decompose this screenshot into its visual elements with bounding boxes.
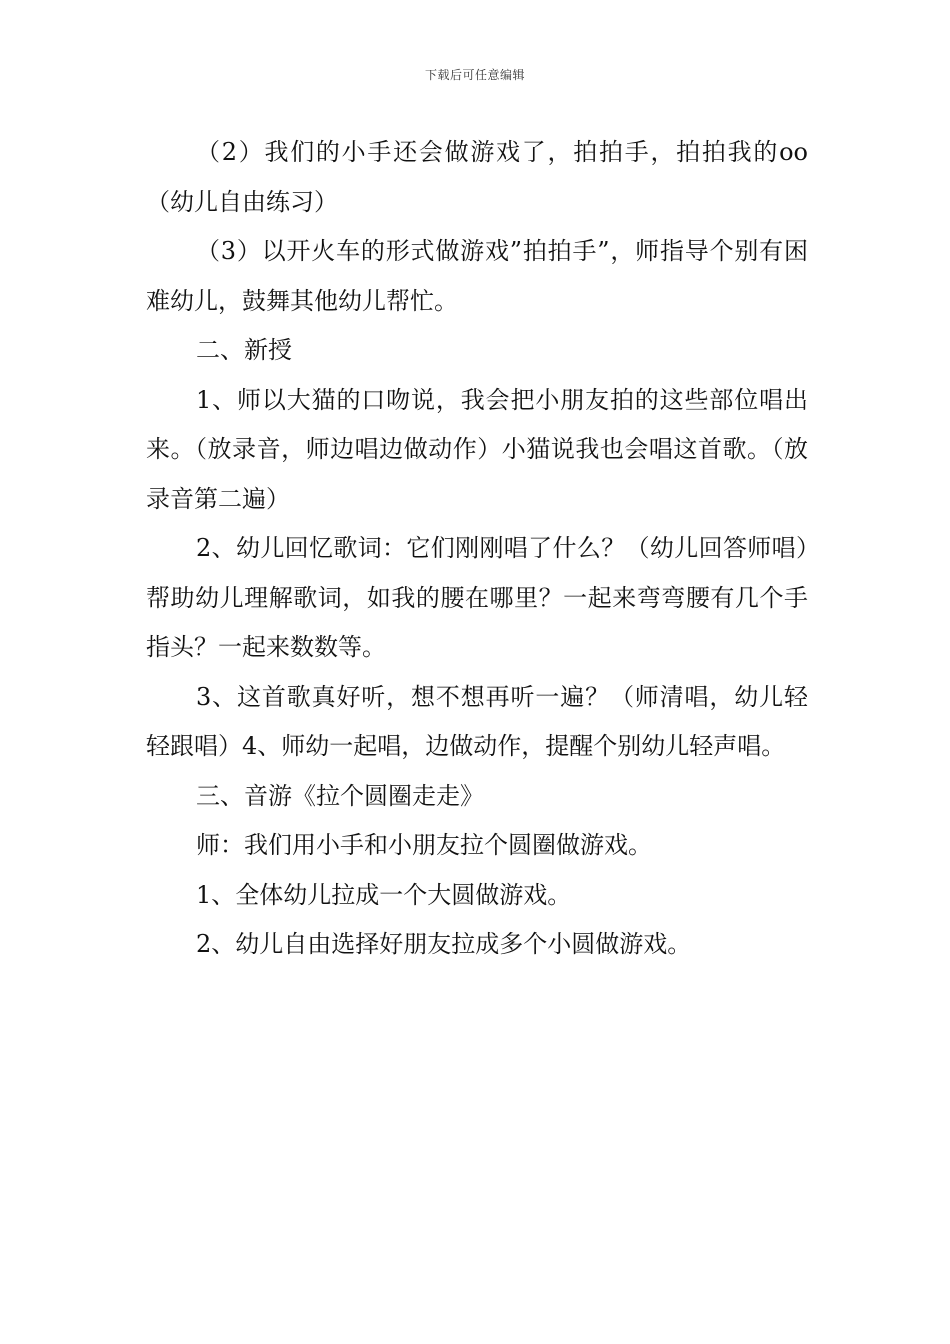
paragraph-train-game: （3）以开火车的形式做游戏”拍拍手”，师指导个别有困难幼儿，鼓舞其他幼儿帮忙。 — [146, 237, 808, 315]
paragraph-step-2: 2、幼儿回忆歌词：它们刚刚唱了什么？（幼儿回答师唱）帮助幼儿理解歌词，如我的腰在哪里？一起来弯弯腰有几个手指头？一起来数数等。 — [146, 534, 808, 661]
document-body — [146, 128, 808, 970]
paragraph-big-circle: 1、全体幼儿拉成一个大圆做游戏。 — [196, 880, 572, 909]
paragraph-step-3: 3、这首歌真好听，想不想再听一遍？（师清唱，幼儿轻轻跟唱）4、师幼一起唱，边做动作，提醒个别幼儿轻声唱。 — [146, 682, 808, 760]
paragraph-teacher-intro: 师：我们用小手和小朋友拉个圆圈做游戏。 — [196, 831, 652, 859]
paragraph-clapping-game: （2）我们的小手还会做游戏了，拍拍手，拍拍我的oo（幼儿自由练习） — [146, 138, 808, 216]
page-header: 下载后可任意编辑 — [424, 68, 525, 82]
paragraph-small-circles: 2、幼儿自由选择好朋友拉成多个小圆做游戏。 — [196, 930, 692, 958]
paragraph-step-1: 1、师以大猫的口吻说，我会把小朋友拍的这些部位唱出来。（放录音，师边唱边做动作）小猫说我也会唱这首歌。（放录音第二遍） — [146, 385, 808, 513]
section-heading-new-lesson: 二、新授 — [196, 336, 292, 364]
section-heading-music-game: 三、音游《拉个圆圈走走》 — [196, 781, 484, 810]
